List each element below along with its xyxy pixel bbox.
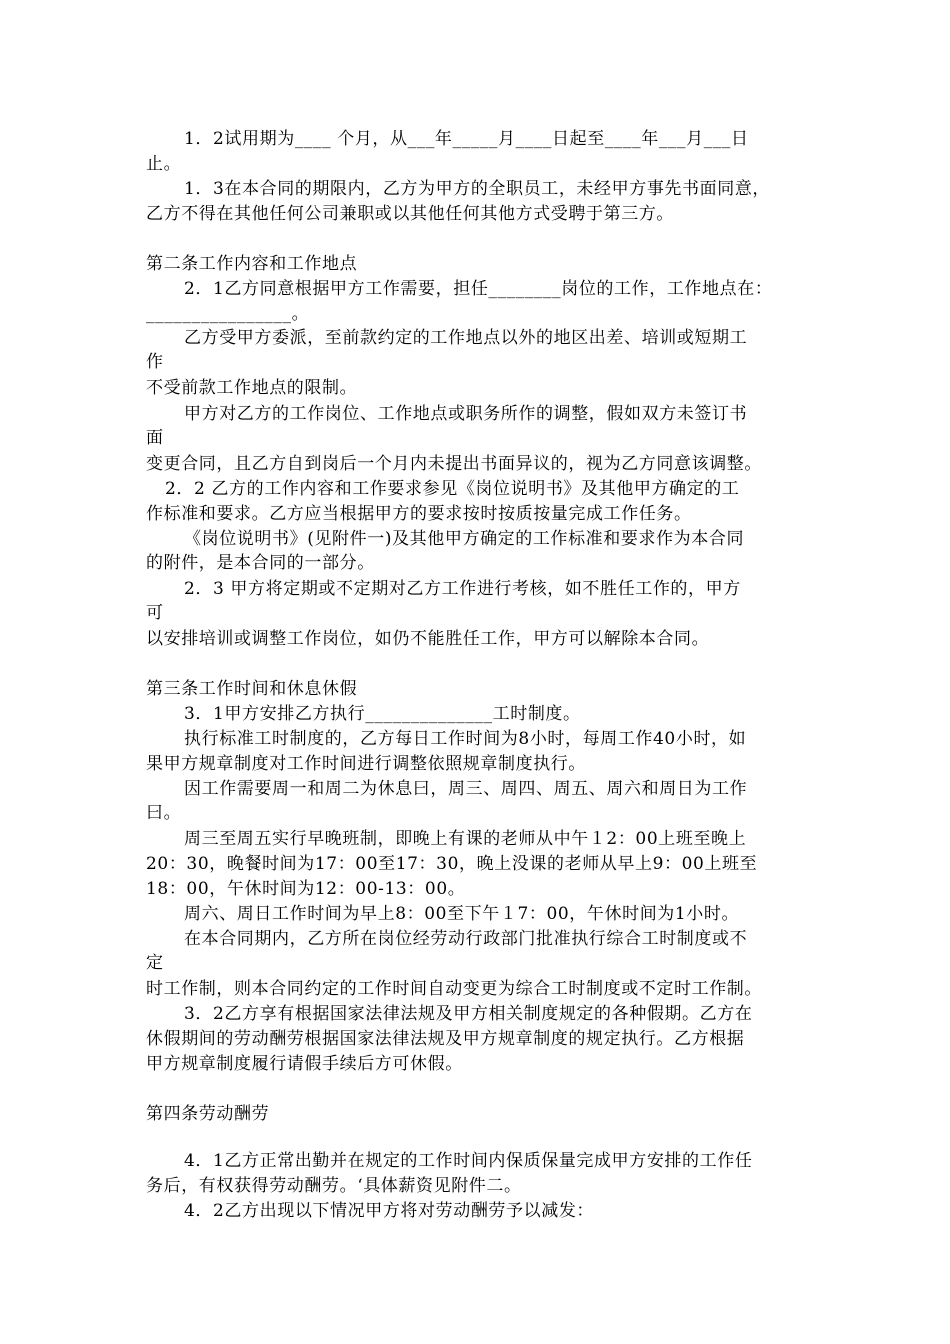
text-line: 周六、周日工作时间为早上8：00至下午１7：00，午休时间为1小时。	[184, 904, 740, 924]
text-line: 在本合同期内，乙方所在岗位经劳动行政部门批准执行综合工时制度或不	[184, 929, 748, 949]
text-line: 乙方受甲方委派，至前款约定的工作地点以外的地区出差、培训或短期工	[184, 328, 748, 348]
section-heading: 第二条工作内容和工作地点	[146, 254, 358, 274]
text-line: 《岗位说明书》(见附件一)及其他甲方确定的工作标准和要求作为本合同	[184, 529, 745, 549]
text-line: 的附件，是本合同的一部分。	[146, 553, 375, 573]
text-line: 3．2乙方享有根据国家法律法规及甲方相关制度规定的各种假期。乙方在	[184, 1004, 753, 1024]
text-line: 时工作制，则本合同约定的工作时间自动变更为综合工时制度或不定时工作制。	[146, 979, 762, 999]
text-line: 18：00，午休时间为12：00-13：00。	[146, 879, 466, 899]
text-line: 20：30，晚餐时间为17：00至17：30，晚上没课的老师从早上9：00上班至	[146, 854, 758, 874]
text-line: 定	[146, 953, 164, 973]
text-line: 1．2试用期为____ 个月，从___年_____月____日起至____年___月___日	[184, 129, 749, 149]
section-heading: 第四条劳动酬劳	[146, 1104, 270, 1124]
text-line: 4．1乙方正常出勤并在规定的工作时间内保质保量完成甲方安排的工作任	[184, 1151, 753, 1171]
text-line: 务后，有权获得劳动酬劳。‘具体薪资见附件二。	[146, 1176, 522, 1196]
text-line: 面	[146, 428, 164, 448]
text-line: 以安排培训或调整工作岗位，如仍不能胜任工作，甲方可以解除本合同。	[146, 629, 710, 649]
text-line: 周三至周五实行早晚班制，即晚上有课的老师从中午１2：00上班至晚上	[184, 829, 747, 849]
text-line: 4．2乙方出现以下情况甲方将对劳动酬劳予以减发：	[184, 1201, 595, 1221]
text-line: 乙方不得在其他任何公司兼职或以其他任何其他方式受聘于第三方。	[146, 204, 674, 224]
text-line: 2．3 甲方将定期或不定期对乙方工作进行考核，如不胜任工作的，甲方	[184, 579, 741, 599]
text-line: 不受前款工作地点的限制。	[146, 378, 358, 398]
text-line: 作	[146, 352, 164, 372]
text-line: 2．1乙方同意根据甲方工作需要，担任________岗位的工作，工作地点在：	[184, 279, 773, 299]
text-line: 执行标准工时制度的，乙方每日工作时间为8小时，每周工作40小时，如	[184, 729, 747, 749]
text-line: 因工作需要周一和周二为休息曰，周三、周四、周五、周六和周日为工作	[184, 779, 748, 799]
text-line: 休假期间的劳动酬劳根据国家法律法规及甲方规章制度的规定执行。乙方根据	[146, 1029, 745, 1049]
text-line: 曰。	[146, 803, 182, 823]
text-line: 作标准和要求。乙方应当根据甲方的要求按时按质按量完成工作任务。	[146, 504, 692, 524]
text-line: 1．3在本合同的期限内，乙方为甲方的全职员工，未经甲方事先书面同意，	[184, 179, 771, 199]
text-line: 甲方规章制度履行请假手续后方可休假。	[146, 1054, 463, 1074]
text-line: 可	[146, 603, 164, 623]
text-line: 甲方对乙方的工作岗位、工作地点或职务所作的调整，假如双方未签订书	[184, 404, 748, 424]
text-line: ________________。	[146, 304, 310, 324]
text-line: 变更合同，且乙方自到岗后一个月内未提出书面异议的，视为乙方同意该调整。	[146, 454, 762, 474]
text-line: 果甲方规章制度对工作时间进行调整依照规章制度执行。	[146, 754, 586, 774]
text-line: 止。	[146, 154, 182, 174]
section-heading: 第三条工作时间和休息休假	[146, 679, 358, 699]
text-line: 3．1甲方安排乙方执行______________工时制度。	[184, 704, 581, 724]
text-line: 2．2 乙方的工作内容和工作要求参见《岗位说明书》及其他甲方确定的工	[165, 479, 740, 499]
